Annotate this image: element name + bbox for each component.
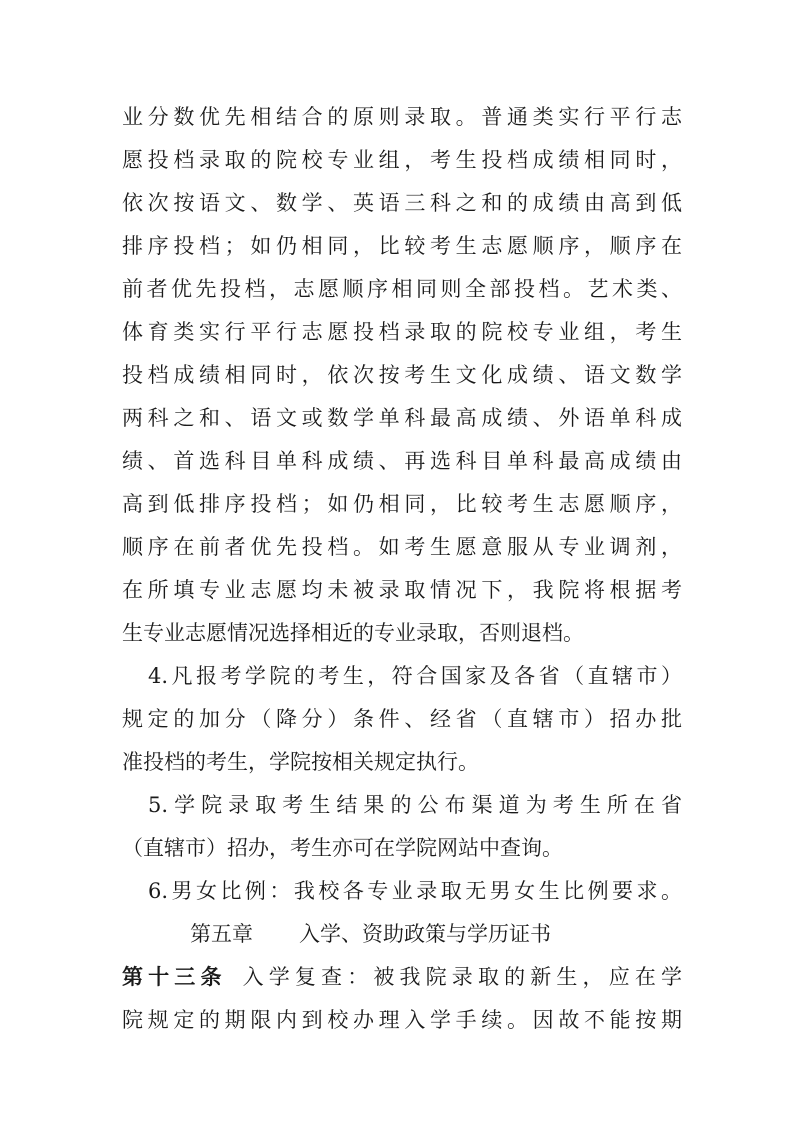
article-label: 第十三条 — [122, 965, 227, 989]
chapter-title: 入学、资助政策与学历证书 — [299, 922, 551, 946]
paragraph-line: 依次按语文、数学、英语三科之和的成绩由高到低 — [122, 191, 682, 215]
paragraph-line: 两科之和、语文或数学单科最高成绩、外语单科成 — [122, 406, 682, 430]
paragraph-line: 绩、首选科目单科成绩、再选科目单科最高成绩由 — [122, 449, 682, 473]
paragraph-line: 在所填专业志愿均未被录取情况下，我院将根据考 — [122, 578, 682, 602]
item-5-line: 5.学院录取考生结果的公布渠道为考生所在省 — [148, 793, 682, 817]
item-6-line: 6.男女比例：我校各专业录取无男女生比例要求。 — [148, 879, 682, 903]
paragraph-line: 体育类实行平行志愿投档录取的院校专业组，考生 — [122, 320, 682, 344]
chapter-heading — [190, 914, 551, 954]
article-13-text: 入学复查：被我院录取的新生，应在学 — [242, 965, 682, 989]
item-5-line: （直辖市）招办，考生亦可在学院网站中查询。 — [122, 836, 563, 860]
paragraph-line: 业分数优先相结合的原则录取。普通类实行平行志 — [122, 105, 682, 129]
chapter-number: 第五章 — [190, 922, 253, 946]
paragraph-line: 排序投档；如仍相同，比较考生志愿顺序，顺序在 — [122, 234, 682, 258]
paragraph-line: 愿投档录取的院校专业组，考生投档成绩相同时， — [122, 148, 682, 172]
paragraph-line: 投档成绩相同时，依次按考生文化成绩、语文数学 — [122, 363, 682, 387]
article-13-line: 院规定的期限内到校办理入学手续。因故不能按期 — [122, 1008, 682, 1032]
paragraph-line: 高到低排序投档；如仍相同，比较考生志愿顺序， — [122, 492, 682, 516]
item-4-line: 准投档的考生，学院按相关规定执行。 — [122, 750, 479, 774]
article-13-first-line — [122, 957, 682, 997]
paragraph-line: 前者优先投档，志愿顺序相同则全部投档。艺术类、 — [122, 277, 682, 301]
paragraph-line: 生专业志愿情况选择相近的专业录取，否则退档。 — [122, 621, 584, 645]
item-4-line: 4.凡报考学院的考生，符合国家及各省（直辖市） — [148, 664, 682, 688]
paragraph-line: 顺序在前者优先投档。如考生愿意服从专业调剂， — [122, 535, 682, 559]
item-4-line: 规定的加分（降分）条件、经省（直辖市）招办批 — [122, 707, 682, 731]
